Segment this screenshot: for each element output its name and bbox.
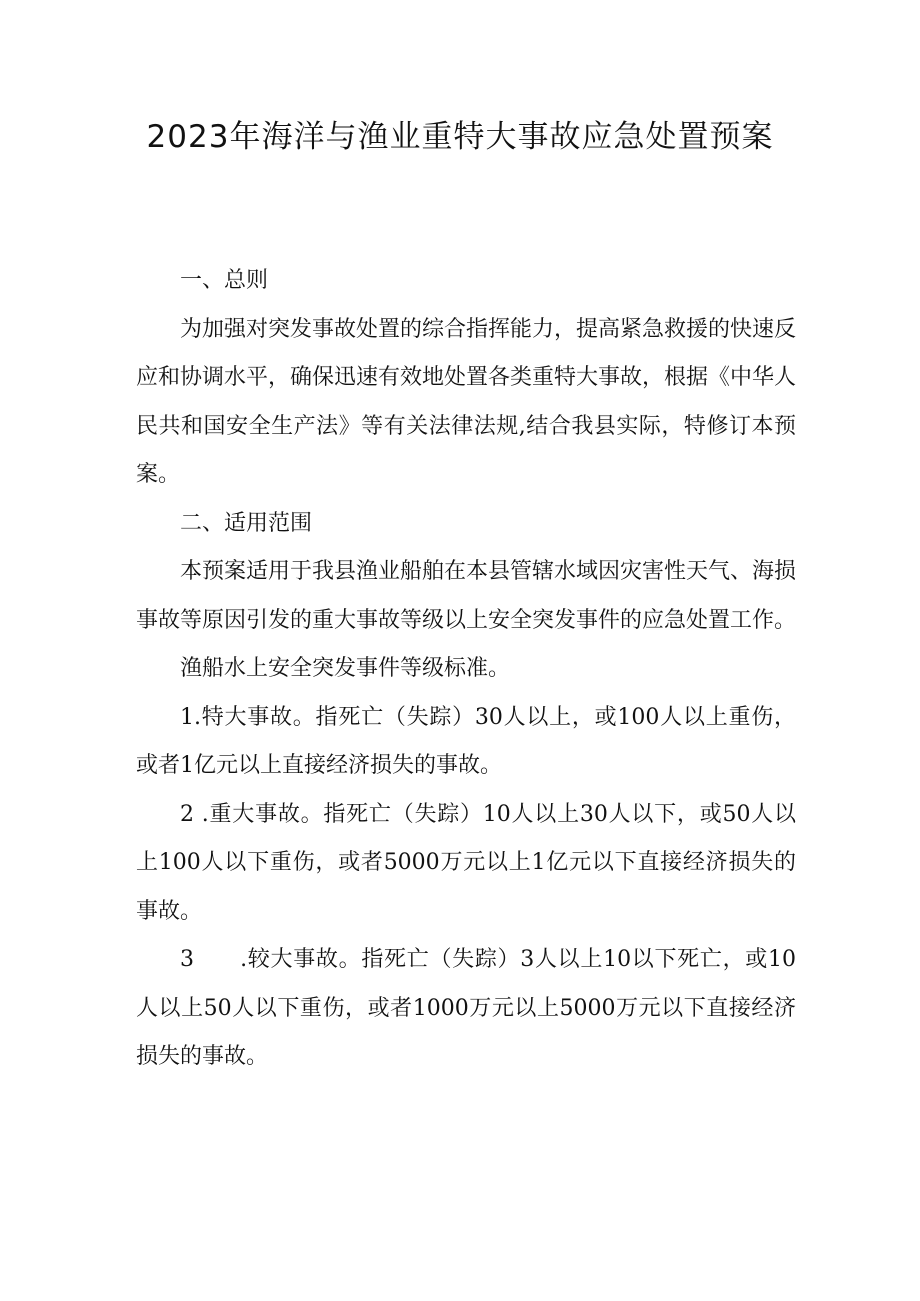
paragraph-purpose: 为加强对突发事故处置的综合指挥能力，提高紧急救援的快速反应和协调水平，确保迅速有效地处置各类重特大事故，根据《中华人民共和国安全生产法》等有关法律法规,结合我县实际，特修订本预案。 [136,316,797,487]
document-title: 2023年海洋与渔业重特大事故应急处置预案 [146,119,774,155]
paragraph-level-2: 2 .重大事故。指死亡（失踪）10人以上30人以下，或50人以上100人以下重伤，或者5000万元以上1亿元以下直接经济损失的事故。 [136,801,796,924]
paragraph-level-standard: 渔船水上安全突发事件等级标准。 [180,656,511,681]
paragraph-scope: 本预案适用于我县渔业船舶在本县管辖水域因灾害性天气、海损事故等原因引发的重大事故等级以上安全突发事件的应急处置工作。 [136,559,797,633]
section-heading-general: 一、总则 [180,268,269,293]
paragraph-level-3: 3 .较大事故。指死亡（失踪）3人以上10以下死亡，或10人以上50人以下重伤，或者1000万元以上5000万元以下直接经济损失的事故。 [136,947,796,1069]
paragraph-level-1: 1.特大事故。指死亡（失踪）30人以上，或100人以上重伤，或者1亿元以上直接经济损失的事故。 [136,704,796,778]
section-heading-scope: 二、适用范围 [180,510,313,536]
document-body [136,257,796,1082]
